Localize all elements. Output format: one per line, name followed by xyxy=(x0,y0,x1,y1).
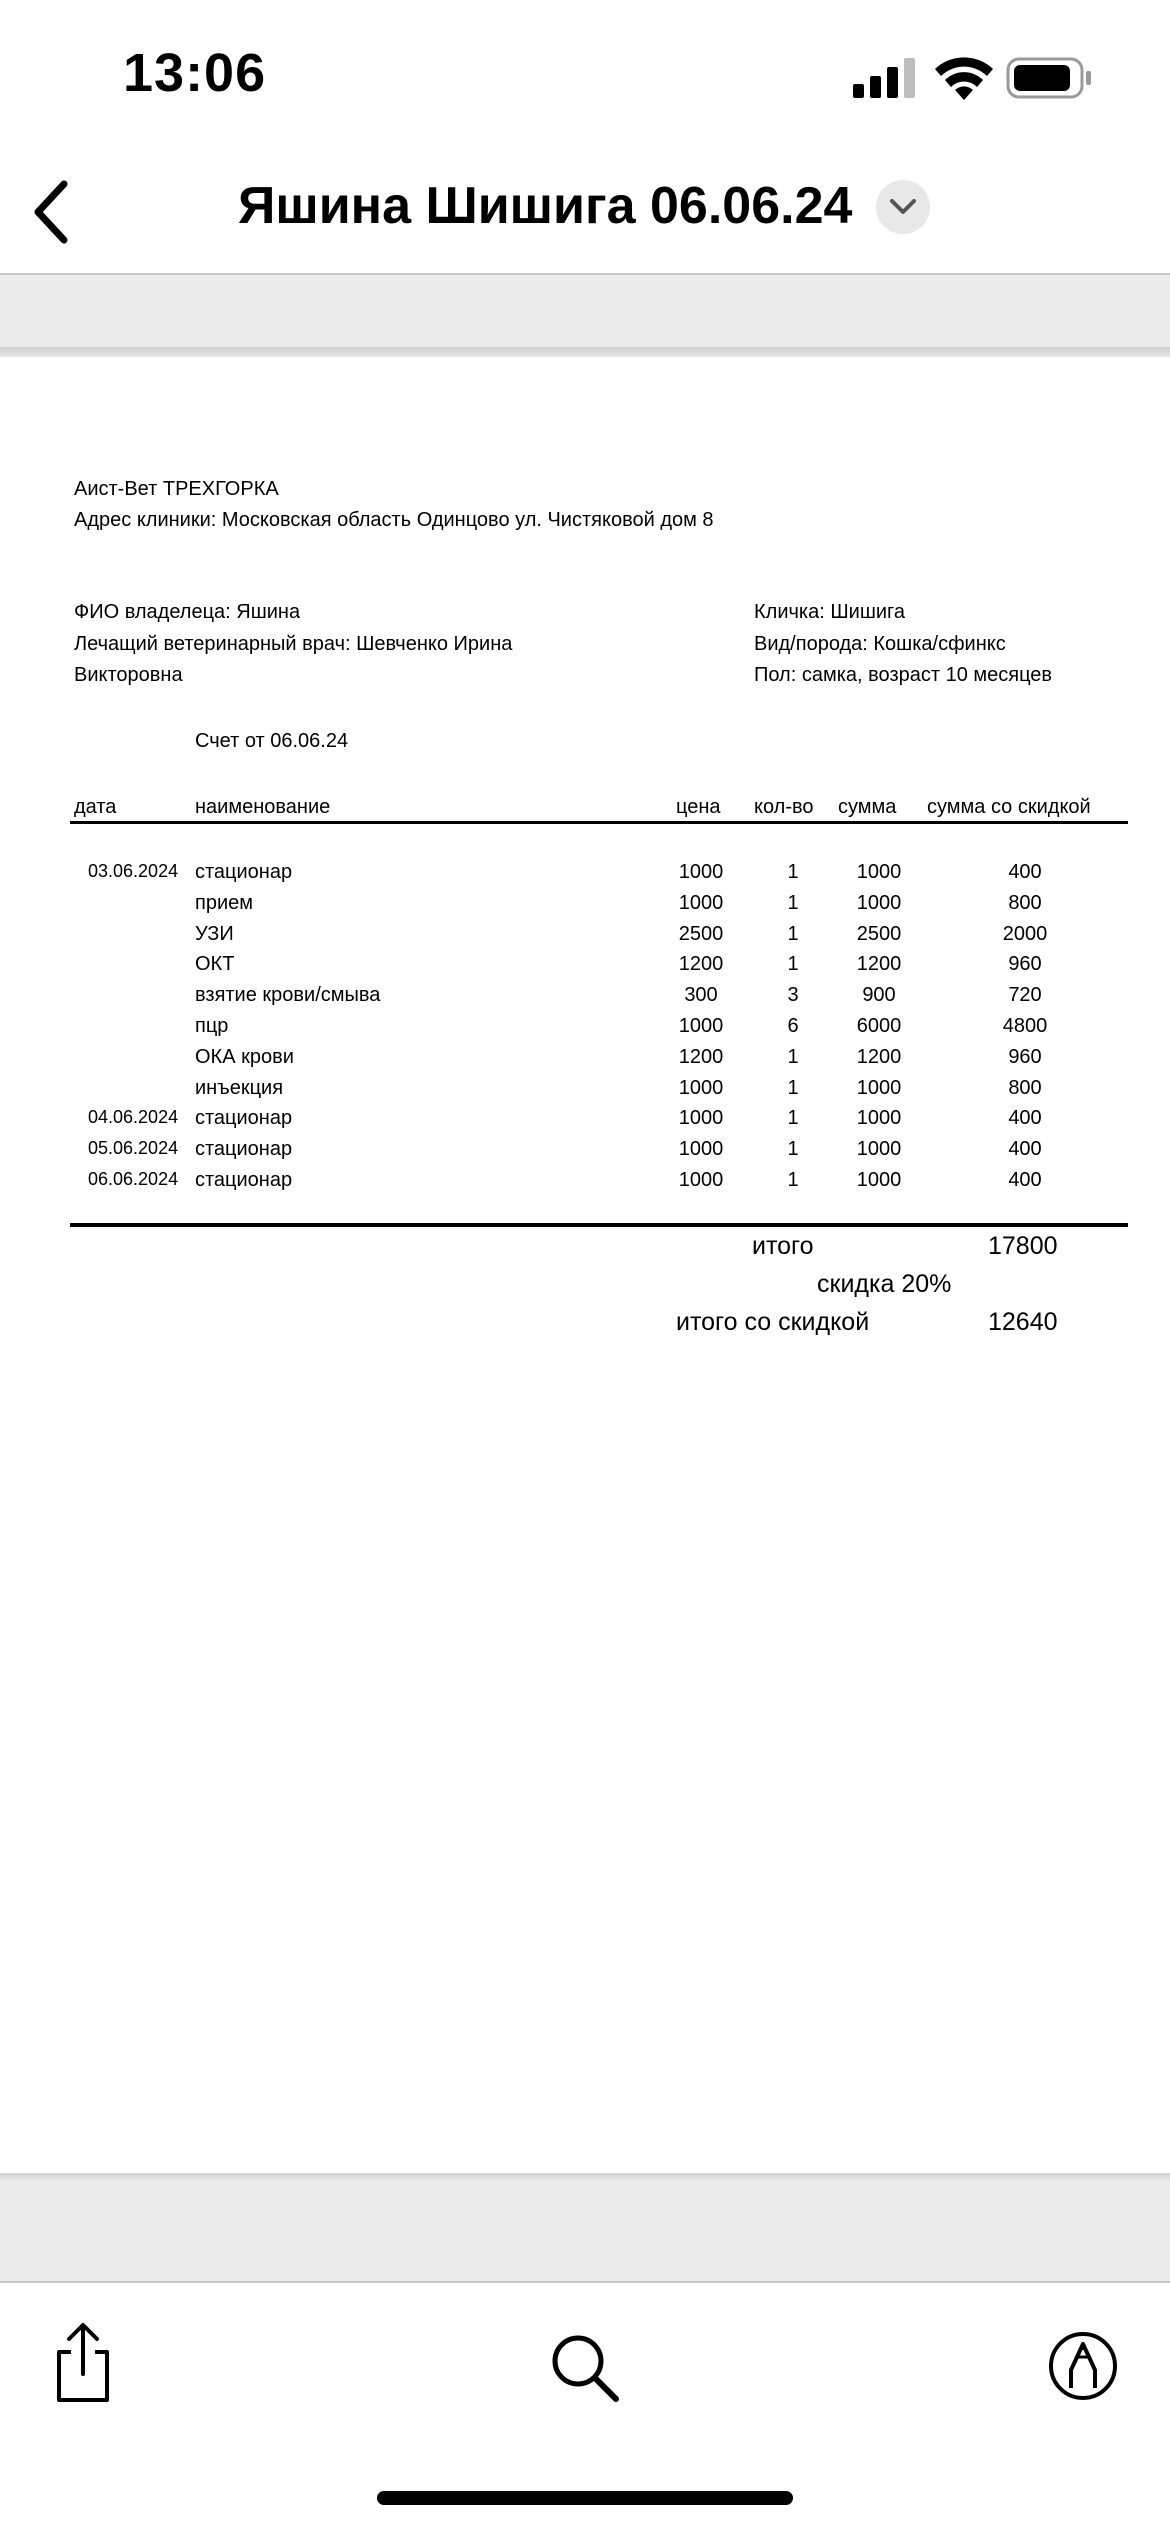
chevron-down-icon xyxy=(889,198,917,216)
battery-icon xyxy=(1006,56,1092,100)
document-title[interactable]: Яшина Шишига 06.06.24 xyxy=(238,177,853,235)
table-cell-name: пцр xyxy=(195,1015,229,1037)
table-cell-sum: 1000 xyxy=(856,1077,902,1099)
table-cell-sum-discount: 960 xyxy=(1008,1046,1042,1068)
table-cell-qty: 1 xyxy=(787,923,799,945)
table-cell-sum: 900 xyxy=(862,984,896,1006)
table-cell-sum: 6000 xyxy=(856,1015,902,1037)
table-cell-name: стационар xyxy=(195,861,293,883)
column-header-sum-discount: сумма со скидкой xyxy=(927,796,1091,818)
status-bar xyxy=(0,0,1170,150)
table-cell-sum: 1000 xyxy=(856,1107,902,1129)
clinic-address: Адрес клиники: Московская область Одинцово ул. Чистяковой дом 8 xyxy=(74,509,714,531)
header-rule xyxy=(70,821,1128,824)
wifi-icon xyxy=(935,56,993,100)
table-cell-date: 04.06.2024 xyxy=(88,1107,179,1127)
table-cell-name: прием xyxy=(195,892,253,914)
chevron-left-icon xyxy=(30,180,70,244)
table-cell-price: 1200 xyxy=(678,953,724,975)
page-shadow-bottom xyxy=(0,2173,1170,2181)
pet-name: Кличка: Шишига xyxy=(754,601,906,623)
markup-button[interactable] xyxy=(1038,2321,1128,2411)
share-icon xyxy=(51,2322,115,2404)
table-cell-sum: 1000 xyxy=(856,1138,902,1160)
table-cell-sum-discount: 800 xyxy=(1008,892,1042,914)
table-cell-price: 1200 xyxy=(678,1046,724,1068)
table-cell-sum-discount: 2000 xyxy=(1002,923,1048,945)
viewer-background-top xyxy=(0,275,1170,355)
status-time: 13:06 xyxy=(123,43,267,103)
invoice-title: Счет от 06.06.24 xyxy=(195,730,349,752)
table-cell-qty: 1 xyxy=(787,1046,799,1068)
column-header-date: дата xyxy=(74,796,117,818)
table-cell-sum: 1200 xyxy=(856,953,902,975)
home-indicator xyxy=(377,2491,793,2505)
navigation-bar xyxy=(0,150,1170,275)
table-cell-qty: 3 xyxy=(787,984,799,1006)
table-cell-price: 2500 xyxy=(678,923,724,945)
pet-sex-age: Пол: самка, возраст 10 месяцев xyxy=(754,664,1053,686)
column-header-sum: сумма xyxy=(838,796,897,818)
table-cell-qty: 1 xyxy=(787,1107,799,1129)
table-cell-date: 03.06.2024 xyxy=(88,861,179,881)
table-cell-name: УЗИ xyxy=(195,923,234,945)
table-cell-qty: 1 xyxy=(787,1138,799,1160)
table-cell-price: 1000 xyxy=(678,861,724,883)
total-discount-label: итого со скидкой xyxy=(676,1308,870,1336)
table-cell-sum: 1000 xyxy=(856,892,902,914)
table-cell-sum-discount: 400 xyxy=(1008,1138,1042,1160)
back-button[interactable] xyxy=(20,172,80,252)
cellular-signal-icon xyxy=(853,58,915,98)
table-cell-qty: 1 xyxy=(787,1077,799,1099)
document-page xyxy=(0,357,1170,2173)
table-cell-sum-discount: 960 xyxy=(1008,953,1042,975)
table-cell-sum-discount: 4800 xyxy=(1002,1015,1048,1037)
clinic-name: Аист-Вет ТРЕХГОРКА xyxy=(74,478,279,500)
table-cell-sum: 1200 xyxy=(856,1046,902,1068)
share-button[interactable] xyxy=(38,2318,128,2408)
pet-breed: Вид/порода: Кошка/сфинкс xyxy=(754,633,1006,655)
table-cell-price: 300 xyxy=(684,984,718,1006)
table-cell-sum-discount: 400 xyxy=(1008,861,1042,883)
table-cell-date: 06.06.2024 xyxy=(88,1169,179,1189)
table-cell-qty: 1 xyxy=(787,953,799,975)
table-cell-price: 1000 xyxy=(678,892,724,914)
table-cell-price: 1000 xyxy=(678,1138,724,1160)
table-cell-name: стационар xyxy=(195,1169,293,1191)
table-cell-price: 1000 xyxy=(678,1107,724,1129)
totals-rule xyxy=(70,1223,1128,1227)
table-cell-name: стационар xyxy=(195,1107,293,1129)
table-cell-date: 05.06.2024 xyxy=(88,1138,179,1158)
title-menu-button[interactable] xyxy=(876,180,930,234)
markup-pen-icon xyxy=(1047,2330,1119,2402)
table-cell-sum: 2500 xyxy=(856,923,902,945)
search-button[interactable] xyxy=(540,2323,630,2413)
table-cell-sum: 1000 xyxy=(856,1169,902,1191)
viewer-background-bottom xyxy=(0,2173,1170,2283)
total-label: итого xyxy=(752,1232,814,1260)
total-discount-value: 12640 xyxy=(988,1308,1058,1336)
table-cell-sum-discount: 800 xyxy=(1008,1077,1042,1099)
discount-label: скидка 20% xyxy=(817,1270,952,1298)
total-value: 17800 xyxy=(988,1232,1058,1260)
table-cell-qty: 1 xyxy=(787,892,799,914)
table-cell-price: 1000 xyxy=(678,1077,724,1099)
table-cell-name: инъекция xyxy=(195,1077,284,1099)
doctor-name-cont: Викторовна xyxy=(74,664,183,686)
table-cell-sum-discount: 720 xyxy=(1008,984,1042,1006)
owner-name: ФИО владелеца: Яшина xyxy=(74,601,301,623)
table-cell-qty: 1 xyxy=(787,1169,799,1191)
table-cell-price: 1000 xyxy=(678,1015,724,1037)
column-header-name: наименование xyxy=(195,796,331,818)
search-icon xyxy=(549,2332,621,2404)
column-header-price: цена xyxy=(676,796,721,818)
page-shadow-top xyxy=(0,347,1170,357)
table-cell-qty: 6 xyxy=(787,1015,799,1037)
table-cell-name: взятие крови/смыва xyxy=(195,984,381,1006)
doctor-name: Лечащий ветеринарный врач: Шевченко Ирина xyxy=(74,633,513,655)
table-cell-name: ОКА крови xyxy=(195,1046,294,1068)
table-cell-name: ОКТ xyxy=(195,953,235,975)
table-cell-sum-discount: 400 xyxy=(1008,1107,1042,1129)
table-cell-sum-discount: 400 xyxy=(1008,1169,1042,1191)
table-cell-qty: 1 xyxy=(787,861,799,883)
table-cell-price: 1000 xyxy=(678,1169,724,1191)
table-cell-sum: 1000 xyxy=(856,861,902,883)
table-cell-name: стационар xyxy=(195,1138,293,1160)
column-header-qty: кол-во xyxy=(754,796,814,818)
